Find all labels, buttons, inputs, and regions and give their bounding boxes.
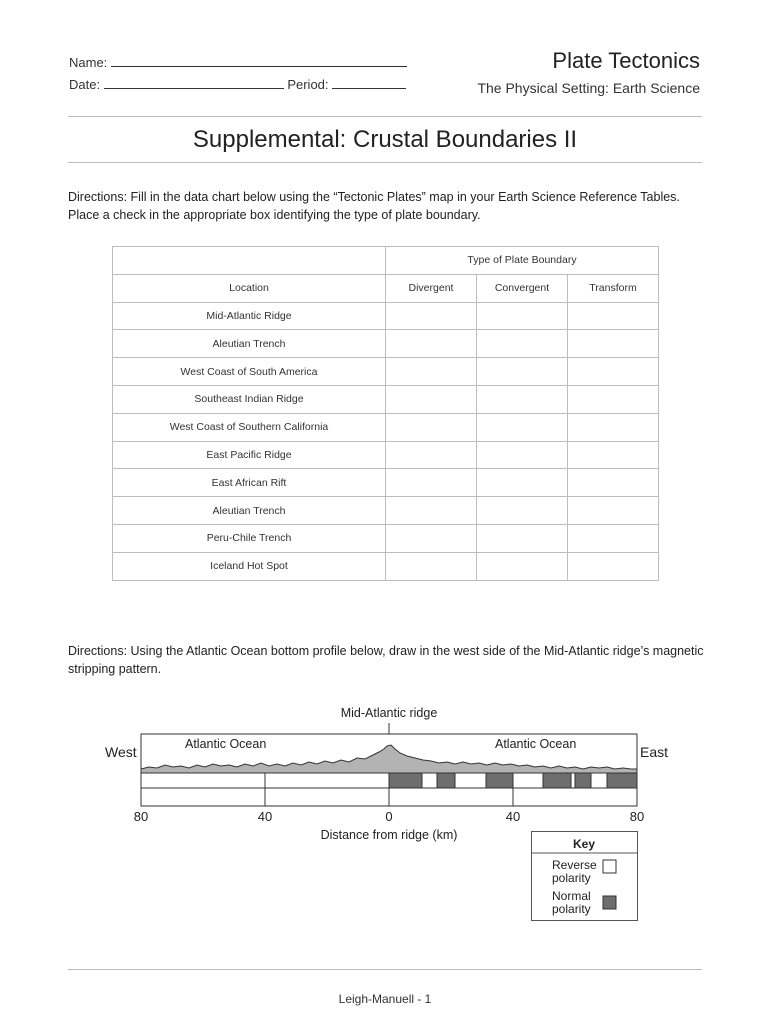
table-row — [113, 552, 659, 580]
normal-polarity-stripe — [543, 773, 571, 788]
transform-checkbox-cell[interactable] — [568, 330, 659, 358]
tick-label: 40 — [257, 809, 273, 824]
convergent-header: Convergent — [477, 274, 568, 302]
directions-label: Directions: — [68, 644, 128, 658]
tick-label: 80 — [133, 809, 149, 824]
location-cell: Peru-Chile Trench — [113, 524, 386, 552]
divergent-checkbox-cell[interactable] — [386, 441, 477, 469]
transform-checkbox-cell[interactable] — [568, 441, 659, 469]
convergent-checkbox-cell[interactable] — [477, 552, 568, 580]
transform-checkbox-cell[interactable] — [568, 413, 659, 441]
page-title: Supplemental: Crustal Boundaries II — [192, 126, 578, 153]
normal-polarity-stripe — [389, 773, 422, 788]
transform-checkbox-cell[interactable] — [568, 358, 659, 386]
divergent-checkbox-cell[interactable] — [386, 552, 477, 580]
table-row — [113, 524, 659, 552]
location-cell: East Pacific Ridge — [113, 441, 386, 469]
transform-checkbox-cell[interactable] — [568, 552, 659, 580]
divider — [68, 162, 702, 163]
table-header-row — [113, 274, 659, 302]
location-cell: West Coast of South America — [113, 358, 386, 386]
axis-title: Distance from ridge (km) — [320, 828, 458, 842]
divergent-header: Divergent — [386, 274, 477, 302]
table-row — [113, 497, 659, 525]
convergent-checkbox-cell[interactable] — [477, 524, 568, 552]
normal-polarity-stripe — [575, 773, 591, 788]
divergent-checkbox-cell[interactable] — [386, 358, 477, 386]
location-cell: Mid-Atlantic Ridge — [113, 302, 386, 330]
table-header-row — [113, 247, 659, 275]
ocean-label-left: Atlantic Ocean — [185, 737, 267, 751]
transform-checkbox-cell[interactable] — [568, 302, 659, 330]
table-row — [113, 330, 659, 358]
transform-checkbox-cell[interactable] — [568, 497, 659, 525]
divergent-checkbox-cell[interactable] — [386, 385, 477, 413]
directions-label: Directions: — [68, 190, 128, 204]
location-cell: Aleutian Trench — [113, 497, 386, 525]
divergent-checkbox-cell[interactable] — [386, 497, 477, 525]
table-row — [113, 302, 659, 330]
normal-polarity-stripe — [607, 773, 637, 788]
divider — [68, 116, 702, 117]
convergent-checkbox-cell[interactable] — [477, 413, 568, 441]
date-field[interactable] — [104, 77, 284, 89]
unit-title: Plate Tectonics — [552, 48, 700, 73]
directions-table — [68, 188, 708, 224]
divergent-checkbox-cell[interactable] — [386, 524, 477, 552]
normal-polarity-stripe — [486, 773, 513, 788]
name-label: Name: — [69, 55, 108, 70]
normal-label-line2: polarity — [552, 902, 591, 916]
name-line — [69, 52, 407, 74]
reverse-polarity-swatch — [603, 860, 616, 873]
tick-label: 80 — [629, 809, 645, 824]
footer-divider — [68, 969, 702, 970]
table-row — [113, 413, 659, 441]
transform-checkbox-cell[interactable] — [568, 385, 659, 413]
divergent-checkbox-cell[interactable] — [386, 469, 477, 497]
date-label: Date: — [69, 77, 101, 92]
east-label: East — [640, 744, 669, 760]
transform-header: Transform — [568, 274, 659, 302]
table-row — [113, 469, 659, 497]
west-label: West — [105, 744, 137, 760]
convergent-checkbox-cell[interactable] — [477, 330, 568, 358]
location-cell: Southeast Indian Ridge — [113, 385, 386, 413]
location-cell: Aleutian Trench — [113, 330, 386, 358]
location-cell: Iceland Hot Spot — [113, 552, 386, 580]
location-cell: East African Rift — [113, 469, 386, 497]
plate-boundary-table — [112, 246, 659, 581]
tick-label: 0 — [385, 809, 393, 824]
transform-checkbox-cell[interactable] — [568, 469, 659, 497]
directions-text: Using the Atlantic Ocean bottom profile below, draw in the west side of the Mid-Atlantic ridge’s magnetic stripping pattern. — [68, 644, 704, 676]
divergent-checkbox-cell[interactable] — [386, 302, 477, 330]
tick-label: 40 — [505, 809, 521, 824]
normal-polarity-stripe — [437, 773, 455, 788]
location-cell: West Coast of Southern California — [113, 413, 386, 441]
key-title: Key — [572, 837, 596, 851]
student-info — [69, 52, 407, 96]
divergent-checkbox-cell[interactable] — [386, 330, 477, 358]
divergent-checkbox-cell[interactable] — [386, 413, 477, 441]
convergent-checkbox-cell[interactable] — [477, 497, 568, 525]
reverse-label-line2: polarity — [552, 871, 591, 885]
directions-profile — [68, 642, 708, 678]
table-row — [113, 441, 659, 469]
group-header: Type of Plate Boundary — [386, 247, 659, 275]
convergent-checkbox-cell[interactable] — [477, 469, 568, 497]
transform-checkbox-cell[interactable] — [568, 524, 659, 552]
location-header: Location — [113, 274, 386, 302]
table-row — [113, 385, 659, 413]
table-row — [113, 358, 659, 386]
polarity-key — [531, 831, 638, 921]
period-field[interactable] — [332, 77, 406, 89]
normal-label-line1: Normal — [552, 889, 591, 903]
course-subtitle: The Physical Setting: Earth Science — [477, 80, 700, 96]
reverse-label-line1: Reverse — [552, 858, 597, 872]
ocean-label-right: Atlantic Ocean — [495, 737, 577, 751]
directions-text: Fill in the data chart below using the “Tectonic Plates” map in your Earth Science Reference Tables. Place a check in the appropriate box identifying the type of plate boundary. — [68, 190, 680, 222]
page-footer: Leigh-Manuell - 1 — [338, 992, 432, 1006]
convergent-checkbox-cell[interactable] — [477, 302, 568, 330]
date-period-line — [69, 74, 407, 96]
blank-header-cell — [113, 247, 386, 275]
ridge-label: Mid-Atlantic ridge — [340, 706, 438, 720]
convergent-checkbox-cell[interactable] — [477, 385, 568, 413]
period-label: Period: — [287, 77, 329, 92]
convergent-checkbox-cell[interactable] — [477, 358, 568, 386]
convergent-checkbox-cell[interactable] — [477, 441, 568, 469]
name-field[interactable] — [111, 55, 407, 67]
normal-polarity-swatch — [603, 896, 616, 909]
